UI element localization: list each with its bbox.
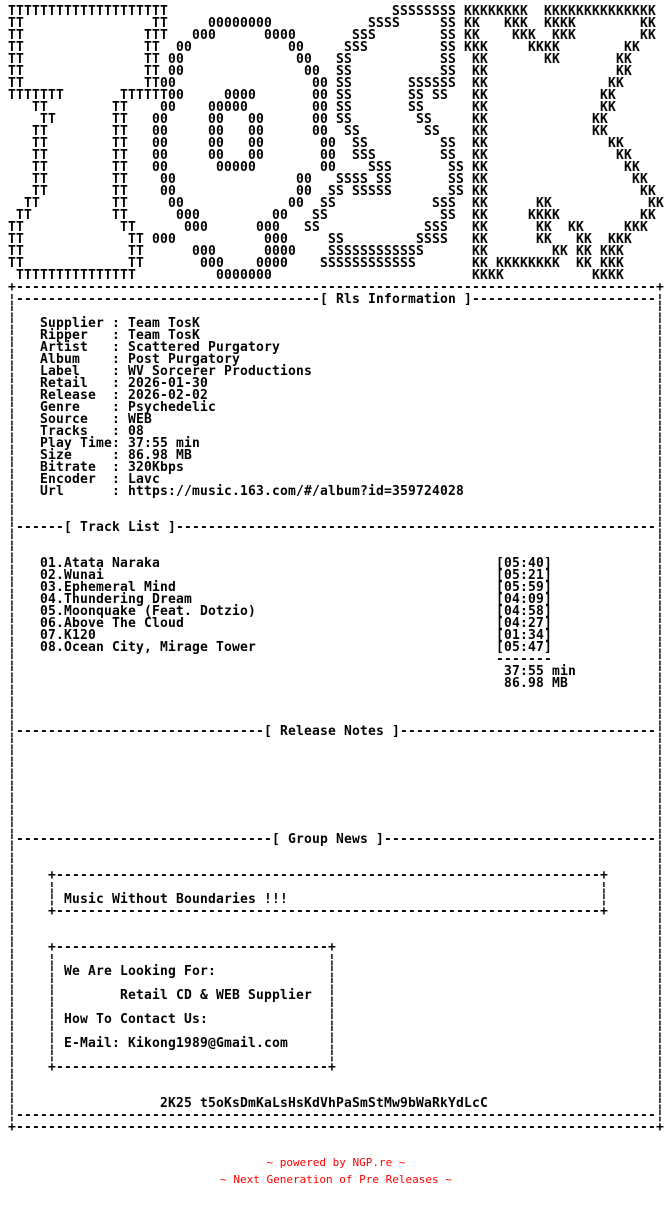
section-divider-group-news: ¦--------------------------------[ Group News ]----------------------------------¦ <box>0 832 664 847</box>
track-total-size: ¦ 86.98 MB ¦ <box>0 676 664 691</box>
blank-row: ¦ ¦ <box>0 784 664 799</box>
banner-box-blank: ¦ ¦ ¦ ¦ <box>0 880 664 895</box>
footer-line-2: ~ Next Generation of Pre Releases ~ <box>220 1173 452 1186</box>
contact-box-looking-for-item: ¦ ¦ Retail CD & WEB Supplier ¦ ¦ <box>0 988 664 1003</box>
blank-row: ¦ ¦ <box>0 712 664 727</box>
blank-row: ¦ ¦ <box>0 796 664 811</box>
blank-row: ¦ ¦ <box>0 544 664 559</box>
blank-row: ¦ ¦ <box>0 304 664 319</box>
ascii-logo-line-18: TT TT 000 00 SS SS KK KKKK KK <box>0 208 656 223</box>
ascii-logo-line-20: TT TT 000 000 SS SSSS KK KK KK KKK <box>0 232 632 247</box>
track-totals-separator: ¦ ------- ¦ <box>0 652 664 667</box>
blank-row: ¦ ¦ <box>0 856 664 871</box>
blank-row: ¦ ¦ <box>0 496 664 511</box>
ascii-logo-line-11: TT TT 00 00 00 00 SS SS KK KK <box>0 124 608 139</box>
info-row-encoder: ¦ Encoder : Lavc ¦ <box>0 472 664 487</box>
contact-box-top-border: ¦ +----------------------------------+ ¦ <box>0 940 664 955</box>
info-row-bitrate: ¦ Bitrate : 320Kbps ¦ <box>0 460 664 475</box>
ascii-logo-line-3: TT TTT 000 0000 SSS SS KK KKK KKK KK <box>0 28 656 43</box>
contact-box-email: ¦ ¦ E-Mail: Kikong1989@Gmail.com ¦ ¦ <box>0 1036 664 1051</box>
info-row-ripper: ¦ Ripper : Team TosK ¦ <box>0 328 664 343</box>
section-divider-rls-information: ¦--------------------------------------[ Rls Information ]-----------------------¦ <box>0 292 664 307</box>
track-row-02: ¦ 02.Wunai [05:21] ¦ <box>0 568 664 583</box>
info-row-play-time: ¦ Play Time: 37:55 min ¦ <box>0 436 664 451</box>
track-row-05: ¦ 05.Moonquake (Feat. Dotzio) [04:58] ¦ <box>0 604 664 619</box>
footer-divider: ¦--------------------------------------------------------------------------------¦ <box>0 1108 664 1123</box>
blank-row: ¦ ¦ <box>0 772 664 787</box>
ascii-logo-line-19: TT TT 000 000 SS SSS KK KK KK KKK <box>0 220 648 235</box>
main-box-bottom-border: +--------------------------------------------------------------------------------+ <box>0 1120 664 1135</box>
ascii-logo-line-22: TT TT 000 0000 SSSSSSSSSSSS KK KKKKKKKK KK KKK <box>0 256 624 271</box>
main-box-top-border: +--------------------------------------------------------------------------------+ <box>0 280 664 295</box>
blank-row: ¦ ¦ <box>0 760 664 775</box>
blank-row: ¦ ¦ <box>0 748 664 763</box>
ascii-logo-line-16: TT TT 00 00 SS SSSSS SS KK KK <box>0 184 656 199</box>
contact-box-blank: ¦ ¦ ¦ ¦ <box>0 1000 664 1015</box>
ascii-logo-line-6: TT TT 00 00 SS SS KK KK <box>0 64 632 79</box>
info-row-artist: ¦ Artist : Scattered Purgatory ¦ <box>0 340 664 355</box>
ascii-logo-line-23: TTTTTTTTTTTTTTT 0000000 KKKK KKKK <box>0 268 624 283</box>
info-row-release: ¦ Release : 2026-02-02 ¦ <box>0 388 664 403</box>
ascii-logo-line-14: TT TT 00 00000 00 SSS SS KK KK <box>0 160 640 175</box>
ascii-logo-line-13: TT TT 00 00 00 00 SSS SS KK KK <box>0 148 632 163</box>
ascii-logo-line-21: TT TT 000 0000 SSSSSSSSSSSS KK KK KK KKK <box>0 244 624 259</box>
blank-row: ¦ ¦ <box>0 508 664 523</box>
contact-box-bottom-border: ¦ +----------------------------------+ ¦ <box>0 1060 664 1075</box>
ascii-logo-line-10: TT TT 00 00 00 00 SS SS KK KK <box>0 112 608 127</box>
ascii-logo-line-4: TT TT 00 00 SSS SS KKK KKKK KK <box>0 40 640 55</box>
ascii-logo-line-1: TTTTTTTTTTTTTTTTTTTT SSSSSSSS KKKKKKKK KKKKKKKKKKKKKK <box>0 4 656 19</box>
ascii-logo-line-15: TT TT 00 00 SSSS SS SS KK KK <box>0 172 648 187</box>
info-row-genre: ¦ Genre : Psychedelic ¦ <box>0 400 664 415</box>
ascii-logo-line-7: TT TT00 00 SS SSSSSS KK KK <box>0 76 624 91</box>
banner-box-text: ¦ ¦ Music Without Boundaries !!! ¦ ¦ <box>0 892 664 907</box>
banner-box-bottom-border: ¦ +--------------------------------------------------------------------+ ¦ <box>0 904 664 919</box>
blank-row: ¦ ¦ <box>0 532 664 547</box>
ascii-logo-line-8: TTTTTTT TTTTTT00 0000 00 SS SS SS KK KK <box>0 88 616 103</box>
contact-box-looking-for-heading: ¦ ¦ We Are Looking For: ¦ ¦ <box>0 964 664 979</box>
info-row-size: ¦ Size : 86.98 MB ¦ <box>0 448 664 463</box>
info-row-tracks: ¦ Tracks : 08 ¦ <box>0 424 664 439</box>
contact-box-blank: ¦ ¦ ¦ ¦ <box>0 1024 664 1039</box>
track-row-01: ¦ 01.Atata Naraka [05:40] ¦ <box>0 556 664 571</box>
ascii-logo-line-12: TT TT 00 00 00 00 SS SS KK KK <box>0 136 624 151</box>
section-divider-release-notes: ¦-------------------------------[ Release Notes ]--------------------------------¦ <box>0 724 664 739</box>
blank-row: ¦ ¦ <box>0 808 664 823</box>
contact-box-blank: ¦ ¦ ¦ ¦ <box>0 952 664 967</box>
track-row-07: ¦ 07.K120 [01:34] ¦ <box>0 628 664 643</box>
blank-row: ¦ ¦ <box>0 736 664 751</box>
track-row-08: ¦ 08.Ocean City, Mirage Tower [05:47] ¦ <box>0 640 664 655</box>
blank-row: ¦ ¦ <box>0 820 664 835</box>
ascii-logo-line-17: TT TT 00 00 SS SSS KK KK KK <box>0 196 664 211</box>
contact-box-blank: ¦ ¦ ¦ ¦ <box>0 976 664 991</box>
track-total-time: ¦ 37:55 min ¦ <box>0 664 664 679</box>
info-row-retail: ¦ Retail : 2026-01-30 ¦ <box>0 376 664 391</box>
blank-row: ¦ ¦ <box>0 928 664 943</box>
blank-row: ¦ ¦ <box>0 844 664 859</box>
info-row-label: ¦ Label : WV Sorcerer Productions ¦ <box>0 364 664 379</box>
ascii-logo-line-2: TT TT 00000000 SSSS SS KK KKK KKKK KK <box>0 16 656 31</box>
info-row-album: ¦ Album : Post Purgatory ¦ <box>0 352 664 367</box>
info-row-url: ¦ Url : https://music.163.com/#/album?id=359724028 ¦ <box>0 484 664 499</box>
nfo-document <box>0 6 664 1134</box>
track-row-06: ¦ 06.Above The Cloud [04:27] ¦ <box>0 616 664 631</box>
track-row-03: ¦ 03.Ephemeral Mind [05:59] ¦ <box>0 580 664 595</box>
section-divider-track-list: ¦------[ Track List ]------------------------------------------------------------¦ <box>0 520 664 535</box>
ascii-logo-line-5: TT TT 00 00 SS SS KK KK KK <box>0 52 632 67</box>
blank-row: ¦ ¦ <box>0 688 664 703</box>
contact-box-contact-heading: ¦ ¦ How To Contact Us: ¦ ¦ <box>0 1012 664 1027</box>
ascii-logo-line-9: TT TT 00 00000 00 SS SS KK KK <box>0 100 616 115</box>
footer-line-1: ~ powered by NGP.re ~ <box>266 1156 406 1169</box>
info-row-source: ¦ Source : WEB ¦ <box>0 412 664 427</box>
banner-box-top-border: ¦ +--------------------------------------------------------------------+ ¦ <box>0 868 664 883</box>
info-row-supplier: ¦ Supplier : Team TosK ¦ <box>0 316 664 331</box>
track-row-04: ¦ 04.Thundering Dream [04:09] ¦ <box>0 592 664 607</box>
footer <box>0 1154 672 1188</box>
blank-row: ¦ ¦ <box>0 700 664 715</box>
contact-box-blank: ¦ ¦ ¦ ¦ <box>0 1048 664 1063</box>
blank-row: ¦ ¦ <box>0 916 664 931</box>
blank-row: ¦ ¦ <box>0 1072 664 1087</box>
blank-row: ¦ ¦ <box>0 1084 664 1099</box>
signature-line: ¦ 2K25 t5oKsDmKaLsHsKdVhPaSmStMw9bWaRkYdLcC ¦ <box>0 1096 664 1111</box>
